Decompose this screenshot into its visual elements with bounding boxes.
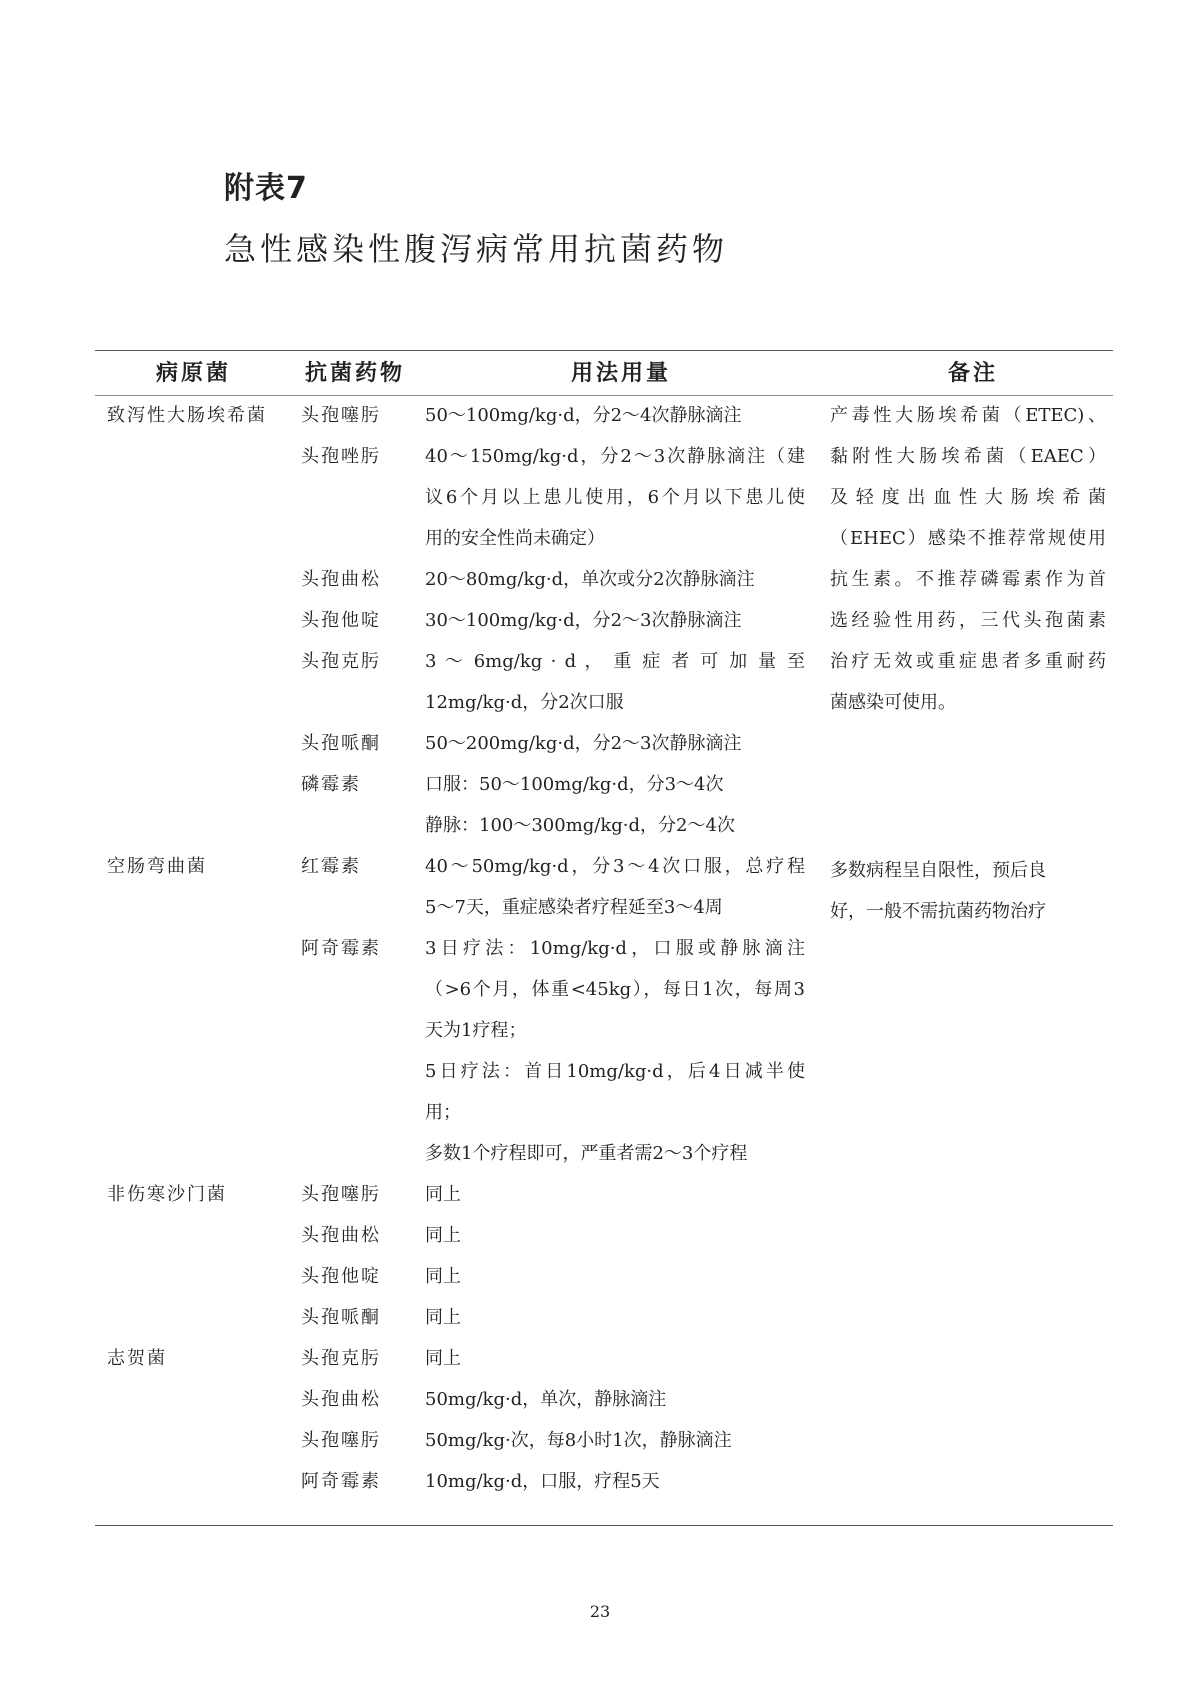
cell-drug: 头孢唑肟 bbox=[301, 446, 381, 467]
dosage-line: 同上 bbox=[425, 1225, 461, 1246]
dosage-line: 50mg/kg·d，单次，静脉滴注 bbox=[425, 1389, 667, 1410]
cell-dosage bbox=[425, 600, 742, 641]
dosage-line: 议6个月以上患儿使用，6个月以下患儿使 bbox=[425, 487, 805, 508]
cell-dosage bbox=[425, 1461, 660, 1502]
dosage-line: 天为1疗程； bbox=[425, 1020, 527, 1041]
cell-dosage bbox=[425, 1420, 732, 1461]
note-line: 治疗无效或重症患者多重耐药 bbox=[830, 651, 1106, 672]
dosage-line: 用； bbox=[425, 1102, 461, 1123]
cell-dosage bbox=[425, 928, 805, 1174]
note-line: 抗生素。不推荐磷霉素作为首 bbox=[830, 569, 1106, 590]
cell-drug: 头孢他啶 bbox=[301, 1266, 381, 1287]
cell-pathogen: 非伤寒沙门菌 bbox=[107, 1184, 227, 1205]
cell-drug: 头孢克肟 bbox=[301, 1348, 381, 1369]
dosage-line: 50～200mg/kg·d，分2～3次静脉滴注 bbox=[425, 733, 742, 754]
header-notes: 备注 bbox=[948, 361, 999, 386]
document-title: 急性感染性腹泻病常用抗菌药物 bbox=[224, 230, 729, 268]
page-number: 23 bbox=[589, 1602, 611, 1621]
dosage-line: 用的安全性尚未确定） bbox=[425, 528, 605, 549]
dosage-line: 20～80mg/kg·d，单次或分2次静脉滴注 bbox=[425, 569, 755, 590]
dosage-line: 10mg/kg·d，口服，疗程5天 bbox=[425, 1471, 660, 1492]
dosage-line: 5日疗法：首日10mg/kg·d，后4日减半使 bbox=[425, 1061, 805, 1082]
dosage-line: 3日疗法：10mg/kg·d，口服或静脉滴注 bbox=[425, 938, 805, 959]
dosage-line: 30～100mg/kg·d，分2～3次静脉滴注 bbox=[425, 610, 742, 631]
cell-drug: 头孢哌酮 bbox=[301, 1307, 381, 1328]
note-line: 黏附性大肠埃希菌（EAEC） bbox=[830, 446, 1106, 467]
cell-drug: 磷霉素 bbox=[301, 774, 361, 795]
dosage-line: 多数1个疗程即可，严重者需2～3个疗程 bbox=[425, 1143, 748, 1164]
table-top-rule bbox=[95, 350, 1113, 351]
dosage-line: 50mg/kg·次，每8小时1次，静脉滴注 bbox=[425, 1430, 732, 1451]
cell-drug: 阿奇霉素 bbox=[301, 1471, 381, 1492]
dosage-line: 同上 bbox=[425, 1266, 461, 1287]
cell-pathogen: 致泻性大肠埃希菌 bbox=[107, 405, 267, 426]
notes-ecoli bbox=[830, 395, 1130, 723]
dosage-line: 静脉：100～300mg/kg·d，分2～4次 bbox=[425, 815, 735, 836]
cell-drug: 阿奇霉素 bbox=[301, 938, 381, 959]
cell-dosage bbox=[425, 395, 742, 436]
header-pathogen: 病原菌 bbox=[156, 361, 232, 386]
notes-campylobacter bbox=[830, 850, 1130, 932]
cell-dosage bbox=[425, 1174, 461, 1215]
cell-drug: 头孢噻肟 bbox=[301, 1430, 381, 1451]
table-label: 附表7 bbox=[224, 171, 308, 206]
cell-dosage bbox=[425, 1338, 461, 1379]
dosage-line: 40～150mg/kg·d，分2～3次静脉滴注（建 bbox=[425, 446, 805, 467]
cell-pathogen: 空肠弯曲菌 bbox=[107, 856, 207, 877]
cell-drug: 头孢哌酮 bbox=[301, 733, 381, 754]
cell-dosage bbox=[425, 1297, 461, 1338]
cell-dosage bbox=[425, 559, 755, 600]
header-dosage: 用法用量 bbox=[571, 361, 672, 386]
dosage-line: 口服：50～100mg/kg·d，分3～4次 bbox=[425, 774, 724, 795]
note-line: 菌感染可使用。 bbox=[830, 692, 956, 713]
cell-drug: 头孢噻肟 bbox=[301, 405, 381, 426]
cell-dosage bbox=[425, 846, 805, 928]
dosage-line: 同上 bbox=[425, 1348, 461, 1369]
dosage-line: 同上 bbox=[425, 1307, 461, 1328]
cell-dosage bbox=[425, 641, 805, 723]
cell-dosage bbox=[425, 1215, 461, 1256]
cell-drug: 头孢他啶 bbox=[301, 610, 381, 631]
note-line: （EHEC）感染不推荐常规使用 bbox=[830, 528, 1106, 549]
cell-pathogen: 志贺菌 bbox=[107, 1348, 167, 1369]
dosage-line: （>6个月，体重<45kg），每日1次，每周3 bbox=[425, 979, 805, 1000]
dosage-line: 40～50mg/kg·d，分3～4次口服，总疗程 bbox=[425, 856, 805, 877]
cell-drug: 头孢曲松 bbox=[301, 1225, 381, 1246]
note-line: 选经验性用药，三代头孢菌素 bbox=[830, 610, 1106, 631]
cell-drug: 头孢曲松 bbox=[301, 569, 381, 590]
cell-dosage bbox=[425, 1256, 461, 1297]
dosage-line: 3 ～ 6mg/kg · d ， 重 症 者 可 加 量 至 bbox=[425, 651, 805, 672]
note-line: 好，一般不需抗菌药物治疗 bbox=[830, 901, 1046, 922]
cell-dosage bbox=[425, 1379, 666, 1420]
dosage-line: 同上 bbox=[425, 1184, 461, 1205]
cell-drug: 头孢噻肟 bbox=[301, 1184, 381, 1205]
note-line: 及轻度出血性大肠埃希菌 bbox=[830, 487, 1106, 508]
cell-drug: 头孢克肟 bbox=[301, 651, 381, 672]
note-line: 产毒性大肠埃希菌（ETEC)、 bbox=[830, 405, 1106, 426]
cell-drug: 头孢曲松 bbox=[301, 1389, 381, 1410]
cell-drug: 红霉素 bbox=[301, 856, 361, 877]
dosage-line: 5～7天，重症感染者疗程延至3～4周 bbox=[425, 897, 723, 918]
cell-dosage bbox=[425, 764, 735, 846]
note-line: 多数病程呈自限性，预后良 bbox=[830, 860, 1046, 881]
cell-dosage bbox=[425, 436, 805, 559]
dosage-line: 50～100mg/kg·d，分2～4次静脉滴注 bbox=[425, 405, 742, 426]
dosage-line: 12mg/kg·d，分2次口服 bbox=[425, 692, 624, 713]
table-bottom-rule bbox=[95, 1525, 1113, 1526]
header-drug: 抗菌药物 bbox=[305, 361, 406, 386]
cell-dosage bbox=[425, 723, 742, 764]
